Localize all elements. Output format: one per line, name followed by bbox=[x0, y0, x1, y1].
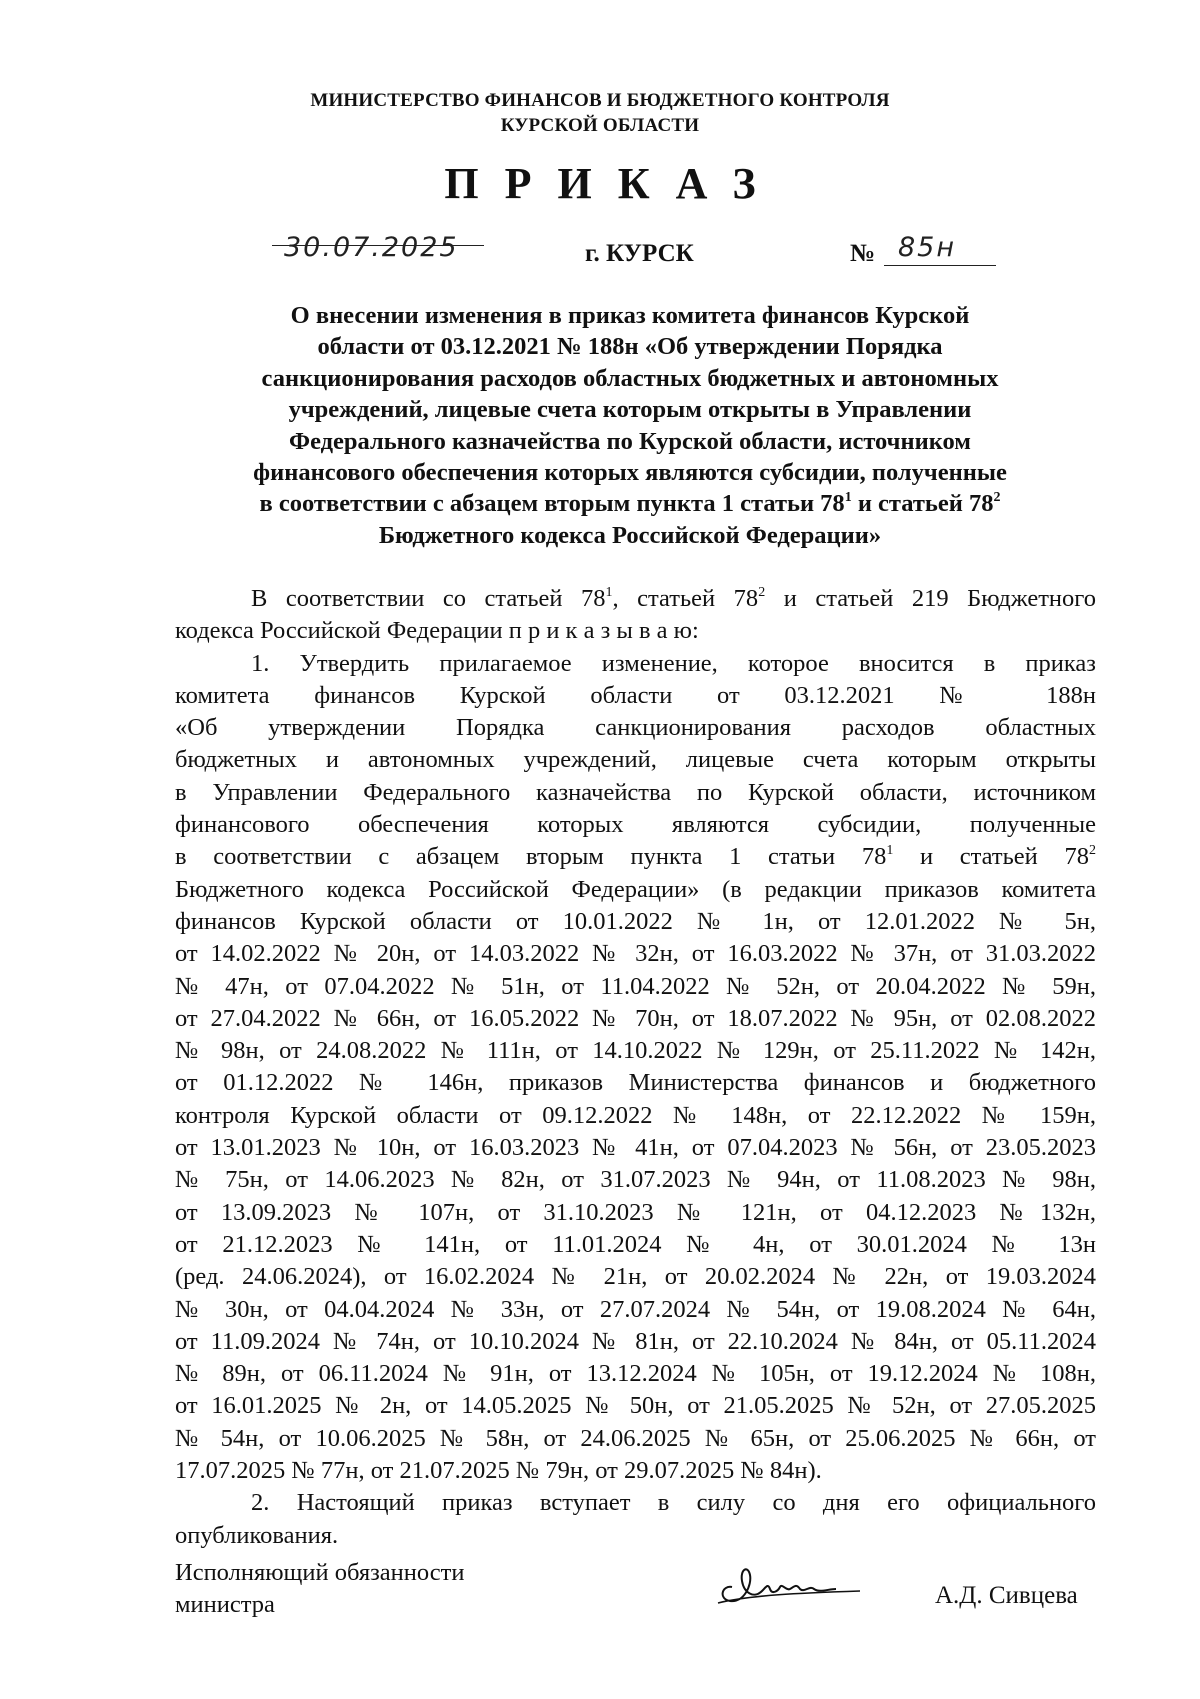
body-line: комитета финансов Курской области от 03.12.2021 № 188н bbox=[175, 681, 1096, 709]
ministry-header bbox=[0, 88, 1200, 138]
body-line: от 21.12.2023 № 141н, от 11.01.2024 № 4н, от 30.01.2024 № 13н bbox=[175, 1230, 1096, 1258]
body-line bbox=[175, 841, 1096, 873]
body-line: № 75н, от 14.06.2023 № 82н, от 31.07.2023 № 94н, от 11.08.2023 № 98н, bbox=[175, 1166, 1096, 1194]
ministry-line-2: КУРСКОЙ ОБЛАСТИ bbox=[500, 115, 700, 136]
body-line: финансового обеспечения которых являются субсидии, полученные bbox=[175, 811, 1096, 839]
document-title bbox=[170, 300, 1090, 551]
body-line: (ред. 24.06.2024), от 16.02.2024 № 21н, от 20.02.2024 № 22н, от 19.03.2024 bbox=[175, 1263, 1096, 1291]
body-line: № 89н, от 06.11.2024 № 91н, от 13.12.2024 № 105н, от 19.12.2024 № 108н, bbox=[175, 1360, 1096, 1388]
body-line: 1. Утвердить прилагаемое изменение, которое вносится в приказ bbox=[251, 649, 1096, 677]
body-line: от 13.09.2023 № 107н, от 31.10.2023 № 121н, от 04.12.2023 №132н, bbox=[175, 1198, 1096, 1226]
body-line: от 11.09.2024 № 74н, от 10.10.2024 № 81н, от 22.10.2024 № 84н, от 05.11.2024 bbox=[175, 1327, 1096, 1355]
signatory-name: А.Д. Сивцева bbox=[935, 1582, 1078, 1609]
handwritten-date: 30.07.2025 bbox=[284, 232, 459, 263]
ministry-line-1: МИНИСТЕРСТВО ФИНАНСОВ И БЮДЖЕТНОГО КОНТРОЛЯ bbox=[310, 90, 890, 111]
body-line: № 47н, от 07.04.2022 № 51н, от 11.04.2022 № 52н, от 20.04.2022 № 59н, bbox=[175, 972, 1096, 1000]
text-fragment: в соответствии с абзацем вторым пункта 1 статьи 78 bbox=[259, 490, 845, 518]
preamble-line bbox=[175, 583, 1096, 615]
body-line: 17.07.2025 № 77н, от 21.07.2025 № 79н, от 29.07.2025 № 84н). bbox=[175, 1457, 822, 1485]
text-fragment: и статьей 78 bbox=[851, 490, 994, 518]
preamble-line: кодекса Российской Федерации п р и к а з ы в а ю: bbox=[175, 617, 699, 645]
body-line: опубликования. bbox=[175, 1521, 339, 1549]
body-line: от 13.01.2023 № 10н, от 16.03.2023 № 41н, от 07.04.2023 № 56н, от 23.05.2023 bbox=[175, 1134, 1096, 1162]
document-body bbox=[175, 583, 1096, 1552]
superscript: 2 bbox=[1088, 843, 1096, 859]
title-line bbox=[170, 488, 1090, 519]
text-fragment: и статьей 78 bbox=[893, 843, 1089, 871]
body-line: 2. Настоящий приказ вступает в силу со дня его официального bbox=[251, 1489, 1096, 1517]
document-type: ПРИКАЗ bbox=[444, 159, 782, 208]
title-line: финансового обеспечения которых являются субсидии, полученные bbox=[253, 459, 1007, 487]
body-line: № 30н, от 04.04.2024 № 33н, от 27.07.2024 № 54н, от 19.08.2024 № 64н, bbox=[175, 1295, 1096, 1323]
position-line-2: министра bbox=[175, 1591, 275, 1618]
body-line: контроля Курской области от 09.12.2022 № 148н, от 22.12.2022 № 159н, bbox=[175, 1101, 1096, 1129]
superscript: 1 bbox=[605, 585, 613, 600]
body-line: от 01.12.2022 № 146н, приказов Министерства финансов и бюджетного bbox=[175, 1069, 1096, 1097]
title-line: О внесении изменения в приказ комитета финансов Курской bbox=[290, 302, 970, 329]
signatory-position bbox=[175, 1557, 464, 1621]
handwritten-signature bbox=[710, 1555, 870, 1615]
body-line: № 54н, от 10.06.2025 № 58н, от 24.06.2025 № 65н, от 25.06.2025 № 66н, от bbox=[175, 1424, 1096, 1452]
number-underline bbox=[884, 264, 996, 266]
city: г. КУРСК bbox=[585, 240, 694, 267]
text-fragment: в соответствии с абзацем вторым пункта 1 статьи 78 bbox=[175, 843, 887, 871]
superscript: 2 bbox=[758, 585, 766, 600]
body-line: финансов Курской области от 10.01.2022 № 1н, от 12.01.2022 № 5н, bbox=[175, 907, 1096, 935]
body-line: от 14.02.2022 № 20н, от 14.03.2022 № 32н, от 16.03.2022 № 37н, от 31.03.2022 bbox=[175, 940, 1096, 968]
title-line: Бюджетного кодекса Российской Федерации» bbox=[378, 521, 882, 549]
title-line: Федерального казначейства по Курской области, источником bbox=[289, 427, 971, 455]
title-line: учреждений, лицевые счета которым открыты в Управлении bbox=[288, 396, 972, 424]
body-line: бюджетных и автономных учреждений, лицевые счета которым открыты bbox=[175, 746, 1096, 774]
position-line-1: Исполняющий обязанности bbox=[175, 1559, 465, 1586]
text-fragment: В соответствии со статьей 78 bbox=[251, 585, 606, 612]
superscript: 2 bbox=[993, 490, 1001, 506]
body-line: от 16.01.2025 № 2н, от 14.05.2025 № 50н, от 21.05.2025 № 52н, от 27.05.2025 bbox=[175, 1392, 1096, 1420]
text-fragment: и статьей 219 Бюджетного bbox=[765, 585, 1096, 612]
title-line: санкционирования расходов областных бюджетных и автономных bbox=[261, 364, 999, 392]
body-line: «Об утверждении Порядка санкционирования расходов областных bbox=[175, 714, 1096, 742]
body-line: № 98н, от 24.08.2022 № 111н, от 14.10.2022 № 129н, от 25.11.2022 № 142н, bbox=[175, 1037, 1096, 1065]
handwritten-number: 85н bbox=[898, 232, 957, 263]
superscript: 1 bbox=[886, 843, 894, 859]
text-fragment: , статьей 78 bbox=[612, 585, 759, 612]
superscript: 1 bbox=[844, 490, 852, 506]
body-line: в Управлении Федерального казначейства по Курской области, источником bbox=[175, 778, 1096, 806]
body-line: Бюджетного кодекса Российской Федерации» (в редакции приказов комитета bbox=[175, 875, 1096, 903]
number-label: № bbox=[850, 240, 876, 267]
body-line: от 27.04.2022 № 66н, от 16.05.2022 № 70н, от 18.07.2022 № 95н, от 02.08.2022 bbox=[175, 1004, 1096, 1032]
title-line: области от 03.12.2021 № 188н «Об утверждении Порядка bbox=[317, 333, 943, 361]
